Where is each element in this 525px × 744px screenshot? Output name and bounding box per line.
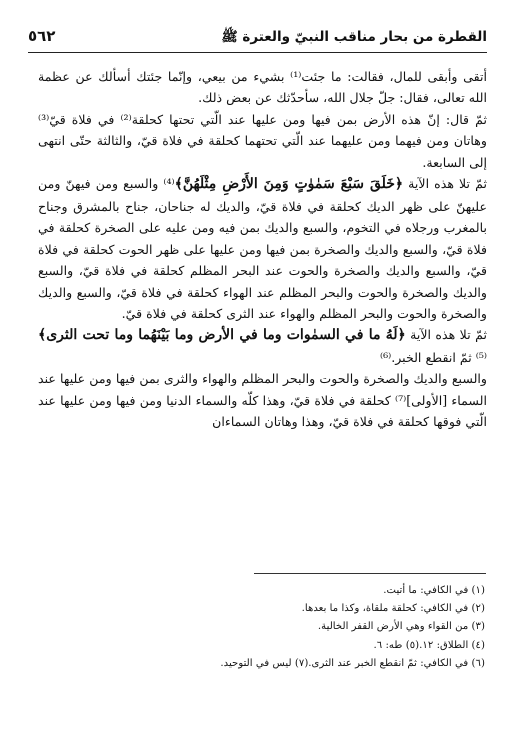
footnote: (٦) في الكافي: ثمّ انقطع الخبر عند الثرى.(٧) ليس في التوحيد.	[220, 657, 485, 669]
paragraph	[38, 324, 487, 368]
paragraph: ثمّ قال: إنّ هذه الأرض بمن فيها ومن عليها عند الّتي تحتها كحلقة⁽²⁾ في فلاة قيّ⁽³⁾ وهاتان ومن فيهما ومن عليهما عند الّتي تحتهما كحلقة في فلاة قيّ، والثالثة حتّى انتهى إلى السابعة.	[38, 111, 487, 170]
paragraph: أتقى وأبقى للمال، فقالت: ما جئت⁽¹⁾ بشيء من بيعي، وإنّما جئتك أسألك عن عظمة الله تعالى، فقال: جلّ جلال الله، سأحدّثك عن بعض ذلك.	[38, 69, 487, 106]
footnote: (٥) طه: ٦.	[373, 639, 420, 651]
paragraph: والسبع والديك والصخرة والحوت والبحر المظلم والهواء والثرى بمن فيها ومن عليها عند السماء [الأولى]⁽⁷⁾ كحلقة في فلاة قيّ، وهذا كلّه والسماء الدنيا ومن فيها ومن عليها عند الّتي فوقها كحلقة في فلاة قيّ، وهذا وهاتان السماءان	[38, 371, 487, 430]
footnote: (٢) في الكافي: كحلقة ملقاة، وكذا ما بعدها.	[301, 603, 485, 615]
main-text	[38, 66, 487, 433]
footnote: (٣) من القواء وهي الأرض القفر الخالية.	[317, 621, 485, 633]
paragraph-text: ثمّ تلا هذه الآية	[403, 176, 487, 192]
page-number: ٥٦٢	[28, 27, 56, 45]
paragraph-text: ثمّ تلا هذه الآية	[405, 327, 487, 343]
footnotes	[40, 582, 485, 673]
quran-verse: ﴿لَهُ ما في السمٰوات وما في الأرض وما بَيْنَهُما وما تحت الثرى﴾	[38, 327, 406, 344]
footnote: (٧) ليس في التوحيد.	[220, 657, 309, 669]
running-title: القطرة من بحار مناقب النبيّ والعترة ﷺ	[221, 29, 487, 45]
page-header	[28, 24, 487, 53]
paragraph-text: ⁽⁴⁾ والسبع ومن فيهنّ ومن عليهنّ على ظهر الديك كحلقة في فلاة قيّ، والديك له جناحان، جناح بالمشرق وجناح بالمغرب ورجلاه في التخوم، والسبع والديك بمن فيه ومن عليه على الصخرة كحلقة في فلاة قيّ، والسبع والديك والصخرة بمن فيها ومن عليها على ظهر الحوت كحلقة في فلاة قيّ، والسبع والديك والصخرة والحوت عند البحر المظلم كحلقة في فلاة قيّ، والسبع والديك والصخرة والحوت والبحر المظلم عند الهواء كحلقة في فلاة قيّ، والسبع والديك والصخرة والحوت والبحر المظلم والهواء عند الثرى كحلقة في فلاة قيّ.	[38, 176, 487, 321]
footnote: (١) في الكافي: ما أتيت.	[383, 585, 485, 596]
footnote: (٤) الطلاق: ١٢.(٥) طه: ٦.	[373, 639, 485, 651]
paragraph-text: ⁽⁵⁾ ثمّ انقطع الخبر.⁽⁶⁾	[379, 349, 487, 365]
footnote-divider	[254, 573, 486, 574]
quran-verse: ﴿خَلَقَ سَبْعَ سَمٰوٰتٍ وَمِنَ الأَرْضِ مِثْلَهُنَّ﴾	[174, 176, 404, 193]
paragraph	[38, 173, 487, 324]
